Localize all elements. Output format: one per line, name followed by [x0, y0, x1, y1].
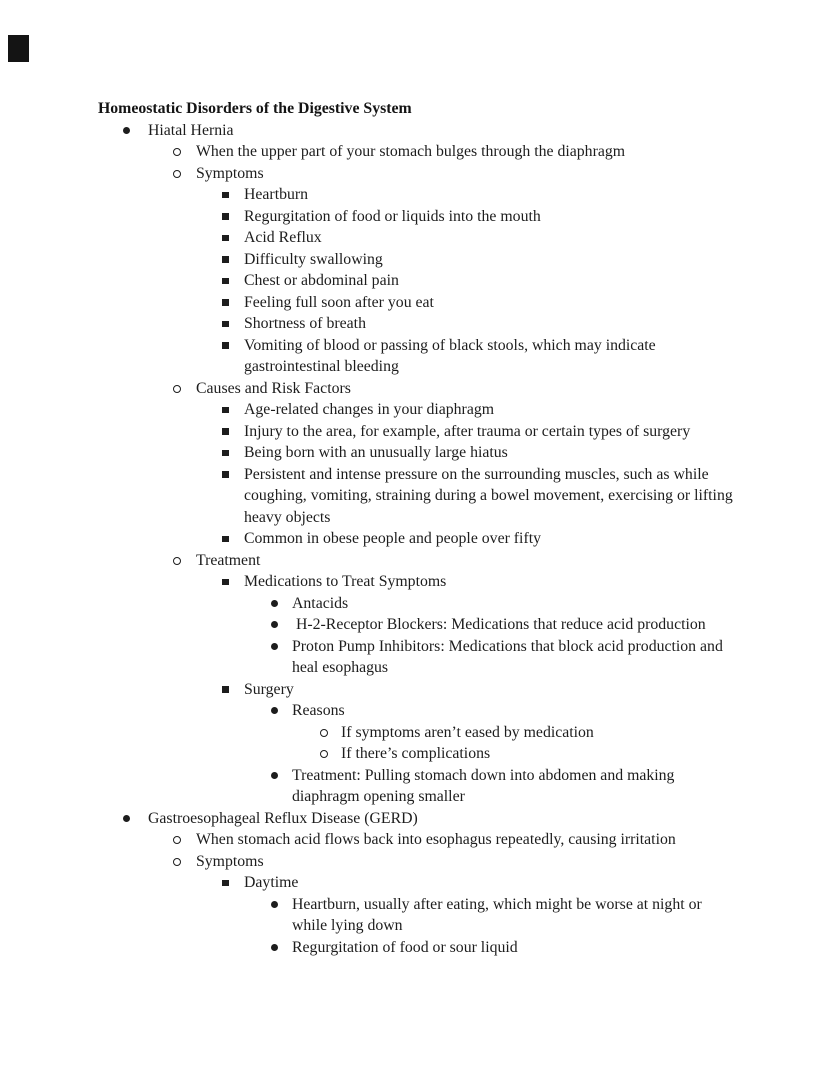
- list-item: [98, 722, 739, 744]
- list-item-text: Acid Reflux: [244, 229, 322, 246]
- list-item-text: Feeling full soon after you eat: [244, 293, 434, 311]
- square-bullet-icon: [222, 450, 229, 457]
- outline-list: [98, 120, 739, 959]
- list-item: [98, 399, 739, 421]
- list-item: [98, 808, 739, 830]
- list-item-text: Treatment: [196, 551, 261, 569]
- list-item-text: Symptoms: [196, 852, 264, 870]
- list-item-text: Treatment: Pulling stomach down into abdomen and making diaphragm opening smaller: [292, 766, 679, 805]
- square-bullet-icon: [222, 428, 229, 435]
- list-item: [98, 872, 739, 894]
- list-item: [98, 851, 739, 873]
- list-item-text: Chest or abdominal pain: [244, 272, 399, 289]
- list-item: [98, 829, 739, 851]
- list-item-text: Being born with an unusually large hiatus: [244, 444, 508, 461]
- list-item-text: H-2-Receptor Blockers: Medications that reduce acid production: [292, 616, 706, 633]
- list-item: [98, 163, 739, 185]
- list-item: [98, 421, 739, 443]
- list-item: [98, 442, 739, 464]
- square-bullet-icon: [222, 342, 229, 349]
- list-item: [98, 335, 739, 378]
- circle-bullet-icon: [173, 385, 181, 393]
- circle-bullet-icon: [320, 750, 328, 758]
- document-content: [98, 98, 739, 958]
- list-item-text: Hiatal Hernia: [148, 121, 234, 139]
- list-item: [98, 743, 739, 765]
- list-item-text: Proton Pump Inhibitors: Medications that block acid production and heal esophagus: [292, 637, 727, 676]
- list-item-text: Gastroesophageal Reflux Disease (GERD): [148, 809, 418, 827]
- list-item: [98, 292, 739, 314]
- square-bullet-icon: [222, 235, 229, 242]
- list-item-text: Antacids: [292, 594, 349, 612]
- list-item-text: When the upper part of your stomach bulges through the diaphragm: [196, 143, 626, 160]
- list-item: [98, 270, 739, 292]
- circle-bullet-icon: [173, 148, 181, 156]
- list-item-text: Causes and Risk Factors: [196, 379, 351, 397]
- list-item: [98, 227, 739, 249]
- circle-bullet-icon: [320, 729, 328, 737]
- list-item-text: Reasons: [292, 702, 345, 719]
- list-item: [98, 614, 739, 636]
- square-bullet-icon: [222, 278, 229, 285]
- list-item: [98, 700, 739, 722]
- list-item: [98, 184, 739, 206]
- list-item: [98, 120, 739, 142]
- square-bullet-icon: [222, 256, 229, 263]
- square-bullet-icon: [222, 192, 229, 199]
- square-bullet-icon: [222, 213, 229, 220]
- square-bullet-icon: [222, 536, 229, 543]
- square-bullet-icon: [222, 686, 229, 693]
- disc-bullet-icon: [271, 772, 278, 779]
- scan-artifact: [8, 35, 29, 62]
- circle-bullet-icon: [173, 557, 181, 565]
- list-item: [98, 636, 739, 679]
- list-item-text: Daytime: [244, 874, 299, 891]
- list-item-text: When stomach acid flows back into esophagus repeatedly, causing irritation: [196, 831, 676, 848]
- disc-bullet-icon: [271, 643, 278, 650]
- square-bullet-icon: [222, 880, 229, 887]
- disc-bullet-icon: [271, 600, 278, 607]
- list-item: [98, 571, 739, 593]
- disc-bullet-icon: [271, 944, 278, 951]
- list-item-text: Persistent and intense pressure on the surrounding muscles, such as while coughing, vomiting, straining during a bowel movement, exercising or lifting heavy objects: [244, 465, 737, 526]
- square-bullet-icon: [222, 407, 229, 414]
- list-item: [98, 937, 739, 959]
- list-item: [98, 593, 739, 615]
- disc-bullet-icon: [271, 707, 278, 714]
- square-bullet-icon: [222, 299, 229, 306]
- list-item: [98, 550, 739, 572]
- list-item-text: Medications to Treat Symptoms: [244, 573, 447, 590]
- list-item-text: If symptoms aren’t eased by medication: [341, 723, 594, 741]
- list-item-text: Heartburn, usually after eating, which might be worse at night or while lying down: [292, 895, 706, 934]
- list-item-text: Surgery: [244, 680, 294, 698]
- list-item: [98, 894, 739, 937]
- disc-bullet-icon: [271, 901, 278, 908]
- list-item-text: Regurgitation of food or sour liquid: [292, 938, 518, 956]
- list-item: [98, 141, 739, 163]
- list-item-text: Injury to the area, for example, after trauma or certain types of surgery: [244, 422, 691, 440]
- list-item-text: Regurgitation of food or liquids into the mouth: [244, 207, 541, 225]
- document-title: Homeostatic Disorders of the Digestive System: [98, 100, 412, 117]
- disc-bullet-icon: [271, 621, 278, 628]
- list-item-text: Shortness of breath: [244, 315, 366, 332]
- list-item: [98, 528, 739, 550]
- circle-bullet-icon: [173, 836, 181, 844]
- disc-bullet-icon: [123, 815, 130, 822]
- list-item: [98, 464, 739, 529]
- list-item-text: Vomiting of blood or passing of black stools, which may indicate gastrointestinal bleeding: [244, 336, 660, 375]
- circle-bullet-icon: [173, 170, 181, 178]
- list-item-text: Difficulty swallowing: [244, 250, 383, 268]
- list-item-text: Age-related changes in your diaphragm: [244, 401, 495, 418]
- list-item: [98, 206, 739, 228]
- list-item-text: If there’s complications: [341, 745, 491, 762]
- list-item: [98, 378, 739, 400]
- list-item-text: Common in obese people and people over fifty: [244, 530, 541, 547]
- list-item: [98, 313, 739, 335]
- disc-bullet-icon: [123, 127, 130, 134]
- list-item: [98, 765, 739, 808]
- list-item-text: Symptoms: [196, 164, 264, 182]
- square-bullet-icon: [222, 579, 229, 586]
- square-bullet-icon: [222, 471, 229, 478]
- circle-bullet-icon: [173, 858, 181, 866]
- list-item-text: Heartburn: [244, 186, 309, 203]
- list-item: [98, 679, 739, 701]
- square-bullet-icon: [222, 321, 229, 328]
- list-item: [98, 249, 739, 271]
